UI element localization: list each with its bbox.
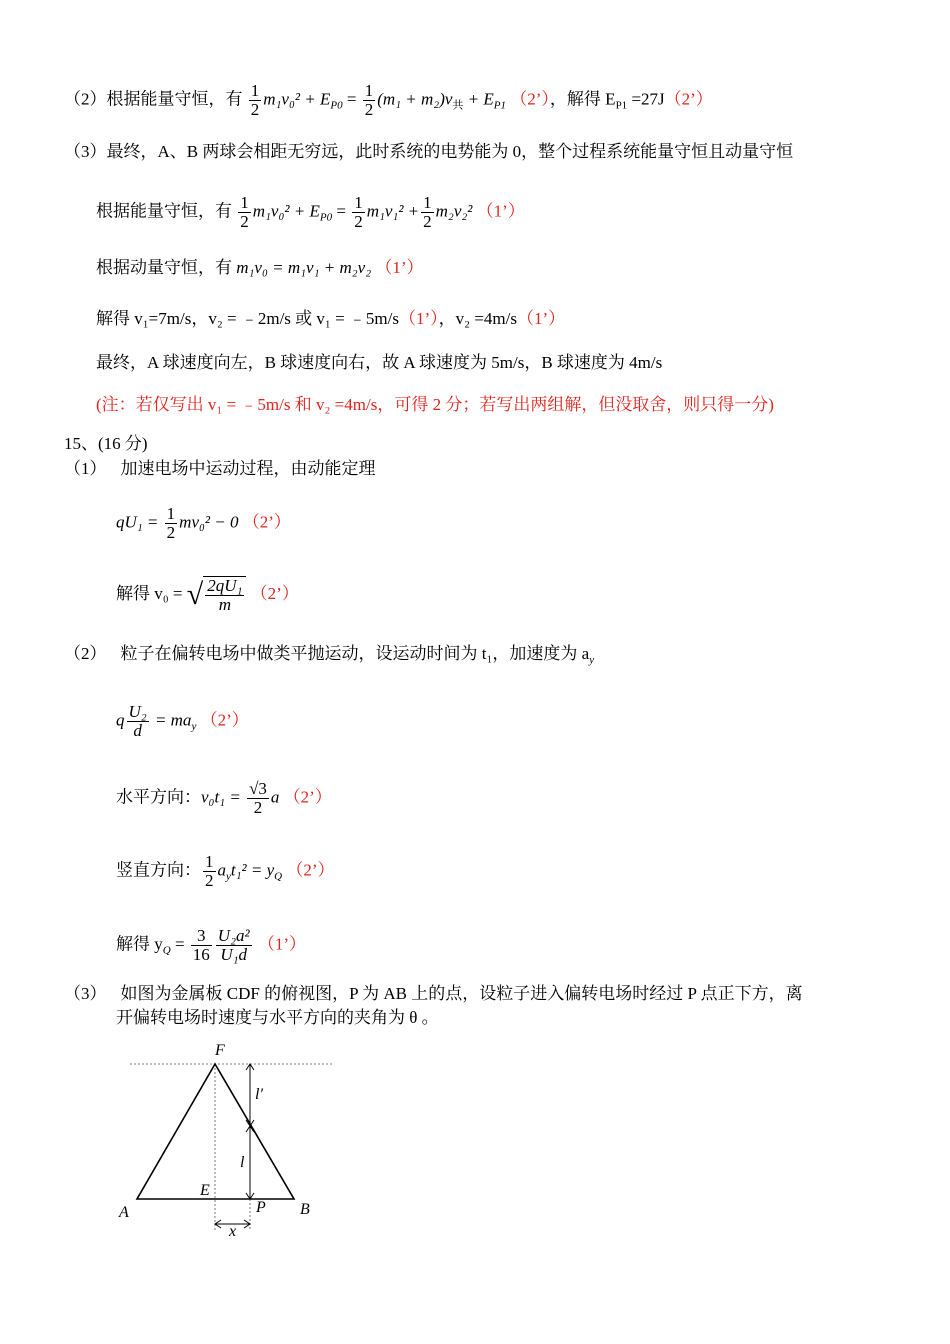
score: （1’） [257, 934, 307, 954]
label-e: E [200, 1182, 210, 1199]
score: （1’） [375, 258, 424, 277]
score: （2’） [242, 512, 291, 532]
label-b: B [300, 1201, 310, 1218]
q15-p3-line1: （3） 如图为金属板 CDF 的俯视图，P 为 AB 上的点，设粒子进入偏转电场时经过 P 点正下方，离 [64, 984, 803, 1003]
q15-eq1: qU₁ = $\frac{1}{2}$ mv₀² − 0 （2’） [116, 504, 291, 542]
sec2-label: （2）根据能量守恒，有 [64, 89, 243, 109]
score: （2’） [200, 710, 249, 730]
plate-top-view-diagram [110, 1036, 340, 1241]
label-p: P [256, 1199, 266, 1216]
label-a: A [119, 1204, 129, 1221]
score: （2’） [283, 787, 332, 807]
sec3-note: (注：若仅写出 v₁ = ﹣5m/s 和 v₂ =4m/s，可得 2 分；若写出两组解，但没取舍，则只得一分) [96, 395, 774, 414]
score: （1’） [476, 201, 525, 221]
q15-p1: （1） 加速电场中运动过程，由动能定理 [64, 459, 376, 478]
fraction-half-2: $\frac{1}{2}$ [364, 81, 374, 119]
sec3-final: 最终，A 球速度向左，B 球速度向右，故 A 球速度为 5m/s，B 球速度为 4m/s [96, 353, 663, 372]
sec2-result: =27J [627, 89, 665, 109]
q15-header: 15、(16 分) [64, 434, 148, 453]
label-x: x [229, 1223, 237, 1240]
sec3-intro: （3）最终，A、B 两球会相距无穷远，此时系统的电势能为 0，整个过程系统能量守恒且动量守恒 [64, 142, 794, 161]
score: （2’） [250, 583, 299, 603]
sec2-term2: (m₁ + m₂)v [377, 89, 453, 109]
label-l-prime: l′ [255, 1086, 263, 1103]
score: （2’） [664, 89, 713, 109]
label-f: F [215, 1042, 225, 1059]
score: （1’） [516, 309, 566, 328]
score: （1’） [398, 309, 439, 328]
q15-eq3: q $\frac{\text{U₂}}{d}$ = $ma_y$ （2’） [116, 702, 249, 740]
sec3-energy-line: 根据能量守恒，有 $\frac{1}{2}$ $m_1v_0^2 + E_{P0}$ = $\frac{1}{2}$ m₁v₁² + $\frac{1}{2}$ m₂v₂² （1’） [96, 193, 525, 231]
label-l: l [240, 1154, 245, 1171]
q15-p2: （2） 粒子在偏转电场中做类平抛运动，设运动时间为 t₁，加速度为 $a_y$ [64, 644, 595, 666]
sec3-momentum-line: 根据动量守恒，有 m₁v₀ = m₁v₁ + m₂v₂ （1’） [96, 258, 424, 277]
sec2-line: （2）根据能量守恒，有 $\frac{1}{2}$ $m_1v_0^2 + E_{P0}$ = $\frac{1}{2}$ $(m_1 + m_2)v_共 + E_{P1}$ （2’），解得 $E_{P1}$ =27J（2’） [64, 81, 713, 119]
fraction-half: $\frac{1}{2}$ [250, 81, 260, 119]
sqrt-symbol: √ $\frac{\text{2qU₁}}{m}$ [187, 576, 247, 614]
q15-p3-line2: 开偏转电场时速度与水平方向的夹角为 θ 。 [116, 1008, 439, 1027]
sec2-term1: m₁v₀² + E [263, 89, 331, 109]
score: （2’） [510, 89, 550, 109]
score: （2’） [286, 860, 335, 880]
q15-eq2: 解得 v₀ = √ $\frac{\text{2qU₁}}{m}$ （2’） [116, 576, 299, 614]
triangle-afb [137, 1064, 294, 1199]
q15-eq4: 水平方向：v₀t₁ = $\frac{√3}{2}$ a （2’） [116, 779, 332, 817]
q15-eq6: 解得 $y_Q$ = $\frac{3}{16}$ $\frac{\text{U₂a²}}{\text{U₁d}}$ （1’） [116, 926, 307, 964]
sec3-solve-line: 解得 v₁=7m/s，v₂ = ﹣2m/s 或 v₁ = ﹣5m/s（1’），v₂ =4m/s（1’） [96, 309, 566, 328]
q15-eq5: 竖直方向： $\frac{1}{2}$ $a_yt_1^2 = y_Q$ （2’） [116, 852, 335, 890]
